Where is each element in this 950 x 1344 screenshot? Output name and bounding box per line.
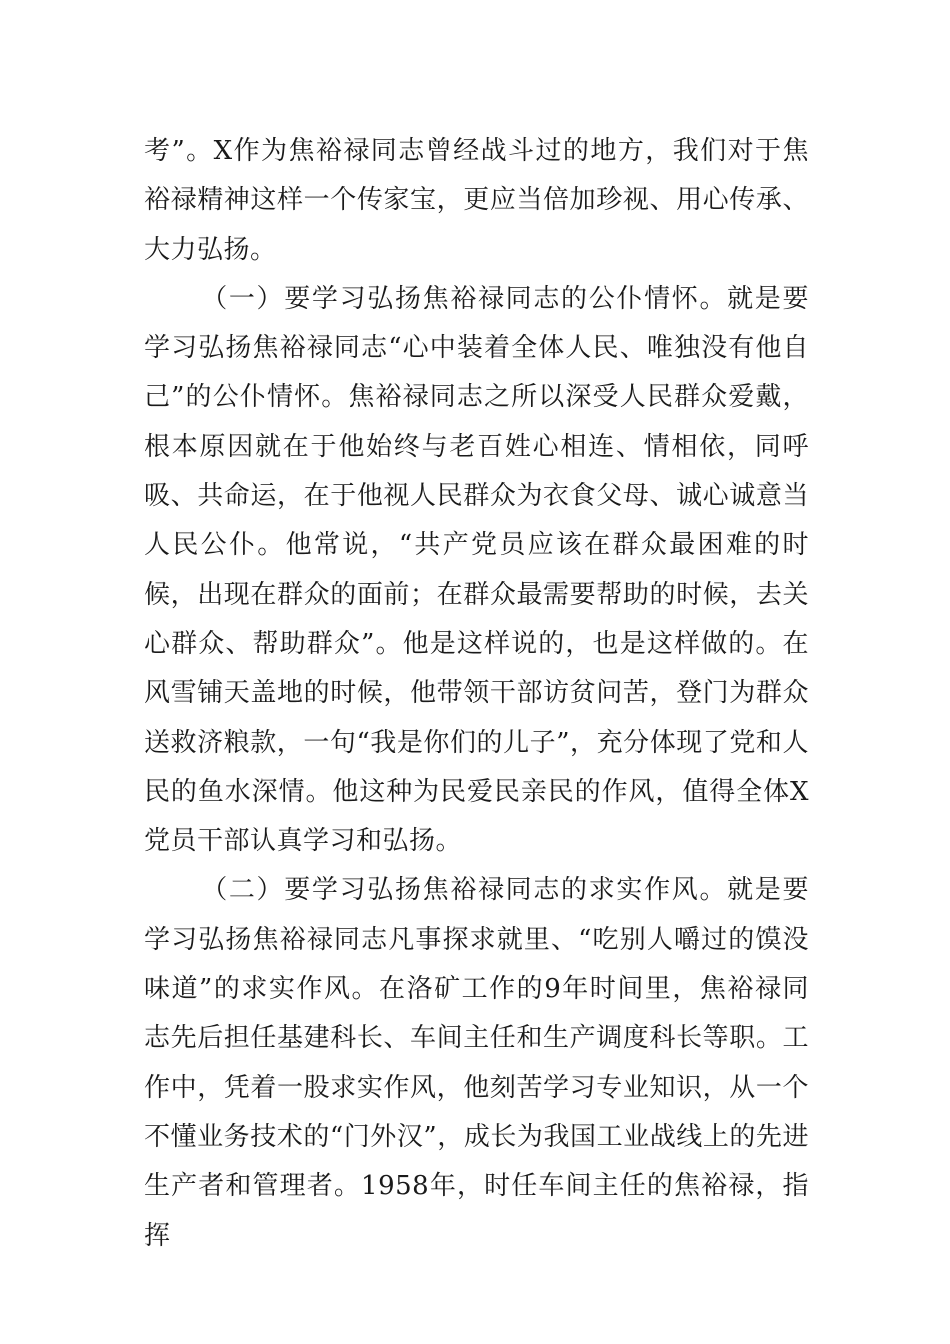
document-body bbox=[144, 127, 809, 1261]
paragraph-section-one: （一）要学习弘扬焦裕禄同志的公仆情怀。就是要学习弘扬焦裕禄同志“心中装着全体人民、唯独没有他自己”的公仆情怀。焦裕禄同志之所以深受人民群众爱戴，根本原因就在于他始终与老百姓心相连、情相依，同呼吸、共命运，在于他视人民群众为衣食父母、诚心诚意当人民公仆。他常说，“共产党员应该在群众最困难的时候，出现在群众的面前；在群众最需要帮助的时候，去关心群众、帮助群众”。他是这样说的，也是这样做的。在风雪铺天盖地的时候，他带领干部访贫问苦，登门为群众送救济粮款，一句“我是你们的儿子”，充分体现了党和人民的鱼水深情。他这种为民爱民亲民的作风，值得全体X党员干部认真学习和弘扬。 bbox=[144, 283, 809, 857]
paragraph-continuation: 考”。X作为焦裕禄同志曾经战斗过的地方，我们对于焦裕禄精神这样一个传家宝，更应当倍加珍视、用心传承、大力弘扬。 bbox=[144, 136, 809, 265]
paragraph-section-two: （二）要学习弘扬焦裕禄同志的求实作风。就是要学习弘扬焦裕禄同志凡事探求就里、“吃别人嚼过的馍没味道”的求实作风。在洛矿工作的9年时间里，焦裕禄同志先后担任基建科长、车间主任和生产调度科长等职。工作中，凭着一股求实作风，他刻苦学习专业知识，从一个不懂业务技术的“门外汉”，成长为我国工业战线上的先进生产者和管理者。1958年，时任车间主任的焦裕禄，指挥 bbox=[144, 875, 809, 1251]
